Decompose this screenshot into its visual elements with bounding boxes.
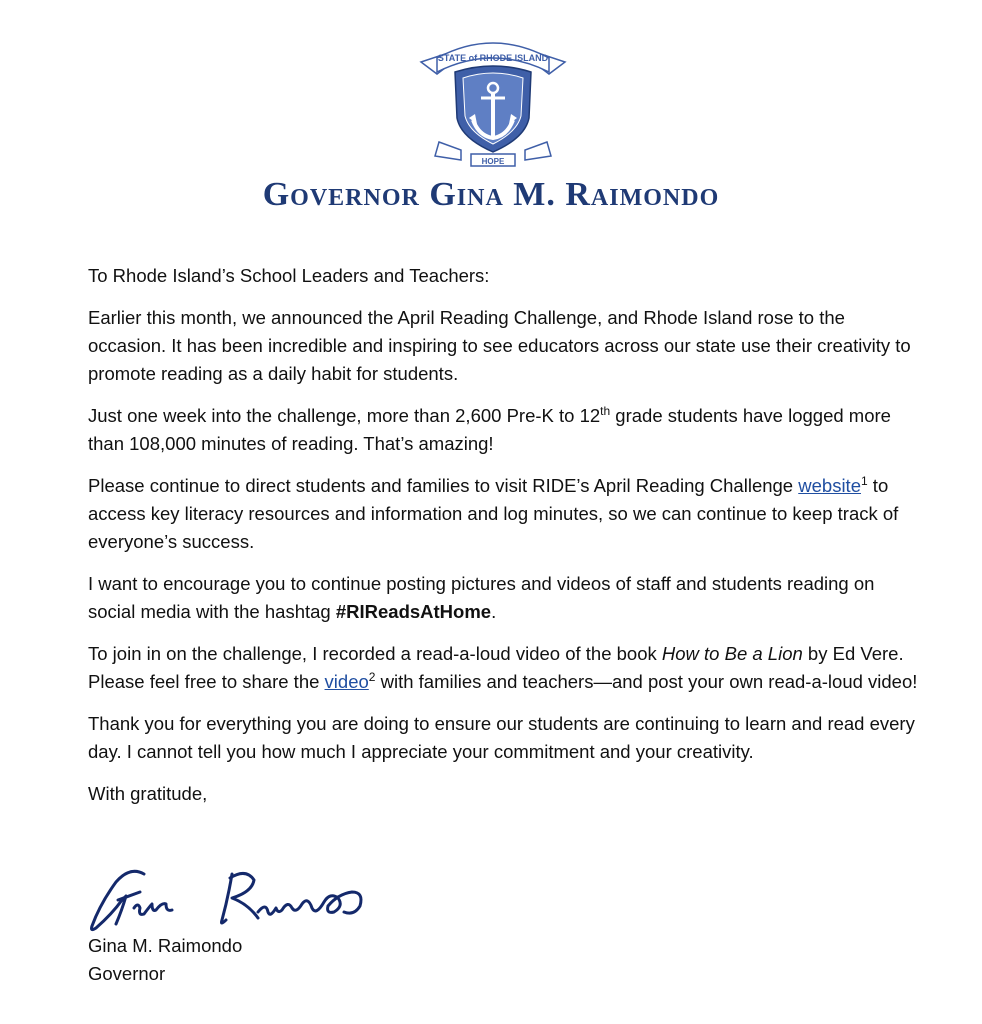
progress-text-start: Just one week into the challenge, more than 2,600 Pre-K to 12	[88, 405, 601, 426]
paragraph-announcement: Earlier this month, we announced the April Reading Challenge, and Rhode Island rose to the occasion. It has been incredible and inspiring to see educators across our state use their creativity to promote reading as a daily habit for students.	[88, 307, 911, 384]
svg-text:STATE of RHODE ISLAND: STATE of RHODE ISLAND	[437, 53, 549, 63]
signer-title: Governor	[88, 963, 166, 984]
paragraph-video	[88, 640, 918, 696]
social-text-end: .	[491, 601, 497, 622]
paragraph-progress	[88, 402, 918, 458]
social-text-start: I want to encourage you to continue posting pictures and videos of staff and students reading on social media with the hashtag	[88, 573, 875, 622]
closing: With gratitude,	[88, 783, 208, 804]
video-link[interactable]: video	[324, 671, 369, 692]
footnote-1-marker: 1	[860, 473, 868, 488]
video-text-start: To join in on the challenge, I recorded a read-a-loud video of the book	[88, 643, 662, 664]
ordinal-superscript: th	[600, 403, 611, 418]
website-link[interactable]: website	[798, 475, 861, 496]
salutation: To Rhode Island’s School Leaders and Teachers:	[88, 265, 490, 286]
state-seal-logo	[415, 34, 571, 170]
hashtag: #RIReadsAtHome	[335, 601, 492, 622]
paragraph-social	[88, 570, 918, 626]
video-text-end: with families and teachers—and post your own read-a-loud video!	[375, 671, 918, 692]
signer-name: Gina M. Raimondo	[88, 935, 243, 956]
paragraph-thanks: Thank you for everything you are doing to ensure our students are continuing to learn and read every day. I cannot tell you how much I appreciate your commitment and your creativity.	[88, 713, 915, 762]
paragraph-website	[88, 472, 918, 556]
website-text-end: to access key literacy resources and information and log minutes, so we can continue to keep track of everyone’s success.	[88, 475, 899, 552]
svg-text:HOPE: HOPE	[481, 157, 505, 166]
handwritten-signature	[82, 852, 382, 938]
book-title: How to Be a Lion	[661, 643, 803, 664]
letterhead-title: Governor Gina M. Raimondo	[262, 176, 720, 213]
progress-text-end: grade students have logged more than 108,000 minutes of reading. That’s amazing!	[88, 405, 891, 454]
website-text-start: Please continue to direct students and families to visit RIDE’s April Reading Challenge	[88, 475, 799, 496]
video-text-middle: by Ed Vere. Please feel free to share the	[88, 643, 904, 692]
signer-block	[88, 932, 242, 988]
letter-body	[88, 262, 918, 822]
footnote-2-marker: 2	[368, 669, 376, 684]
